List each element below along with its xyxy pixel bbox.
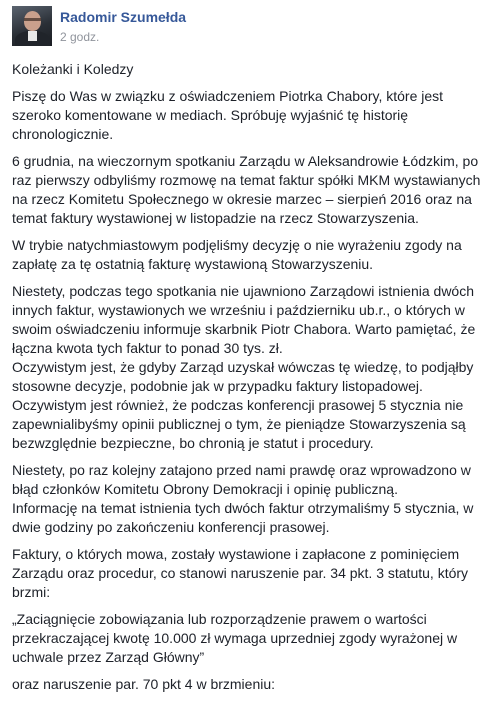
post-paragraph: Piszę do Was w związku z oświadczeniem Piotrka Chabory, które jest szeroko komentowane w mediach. Spróbuję wyjaśnić tę historię chronologicznie.	[12, 88, 444, 142]
post-paragraph: Informację na temat istnienia tych dwóch faktur otrzymaliśmy 5 stycznia, w dwie godziny po zakończeniu konferencji prasowej.	[12, 500, 474, 535]
post-timestamp[interactable]: 2 godz.	[60, 30, 100, 44]
author-meta	[60, 6, 186, 44]
post-text	[12, 60, 482, 702]
post-paragraph: 6 grudnia, na wieczornym spotkaniu Zarządu w Aleksandrowie Łódzkim, po raz pierwszy odbyliśmy rozmowę na temat faktur spółki MKM wystawianych na rzecz Komitetu Społecznego w okresie marzec – sierpień 2016 oraz na temat faktury wystawionej w listopadzie na rzecz Stowarzyszenia.	[12, 153, 481, 226]
author-avatar[interactable]	[12, 6, 52, 46]
post-paragraph: Niestety, po raz kolejny zatajono przed nami prawdę oraz wprowadzono w błąd członków Komitetu Obrony Demokracji i opinię publiczną.	[12, 462, 471, 497]
post-paragraph: Faktury, o których mowa, zostały wystawione i zapłacone z pominięciem Zarządu oraz procedur, co stanowi naruszenie par. 34 pkt. 3 statutu, który brzmi:	[12, 546, 469, 600]
author-name-link[interactable]: Radomir Szumełda	[60, 9, 187, 25]
post-header	[12, 6, 186, 50]
post-paragraph: oraz naruszenie par. 70 pkt 4 w brzmieniu:	[12, 676, 276, 692]
post-paragraph: Oczywistym jest również, że podczas konferencji prasowej 5 stycznia nie zapewnialibyśmy opinii publicznej o tym, że pieniądze Stowarzyszenia są bezwzględnie bezpieczne, bo chronią je statut i procedury.	[12, 397, 466, 451]
post-quote: „Zaciągnięcie zobowiązania lub rozporządzenie prawem o wartości przekraczającej kwotę 10.000 zł wymaga uprzedniej zgody wyrażonej w uchwale przez Zarząd Główny”	[12, 611, 458, 665]
post-paragraph: Niestety, podczas tego spotkania nie ujawniono Zarządowi istnienia dwóch innych faktur, wystawionych we wrześniu i październiku ub.r., o których w swoim oświadczeniu informuje skarbnik Piotr Chabora. Warto pamiętać, że łączna kwota tych faktur to ponad 30 tys. zł.	[12, 283, 476, 356]
post-paragraph: Oczywistym jest, że gdyby Zarząd uzyskał wówczas tę wiedzę, to podjąłby stosowne decyzje, podobnie jak w przypadku faktury listopadowej.	[12, 359, 474, 394]
post-paragraph: Koleżanki i Koledzy	[12, 61, 134, 77]
post-paragraph: W trybie natychmiastowym podjęliśmy decyzję o nie wyrażeniu zgody na zapłatę za tę ostatnią fakturę wystawioną Stowarzyszeniu.	[12, 237, 462, 272]
